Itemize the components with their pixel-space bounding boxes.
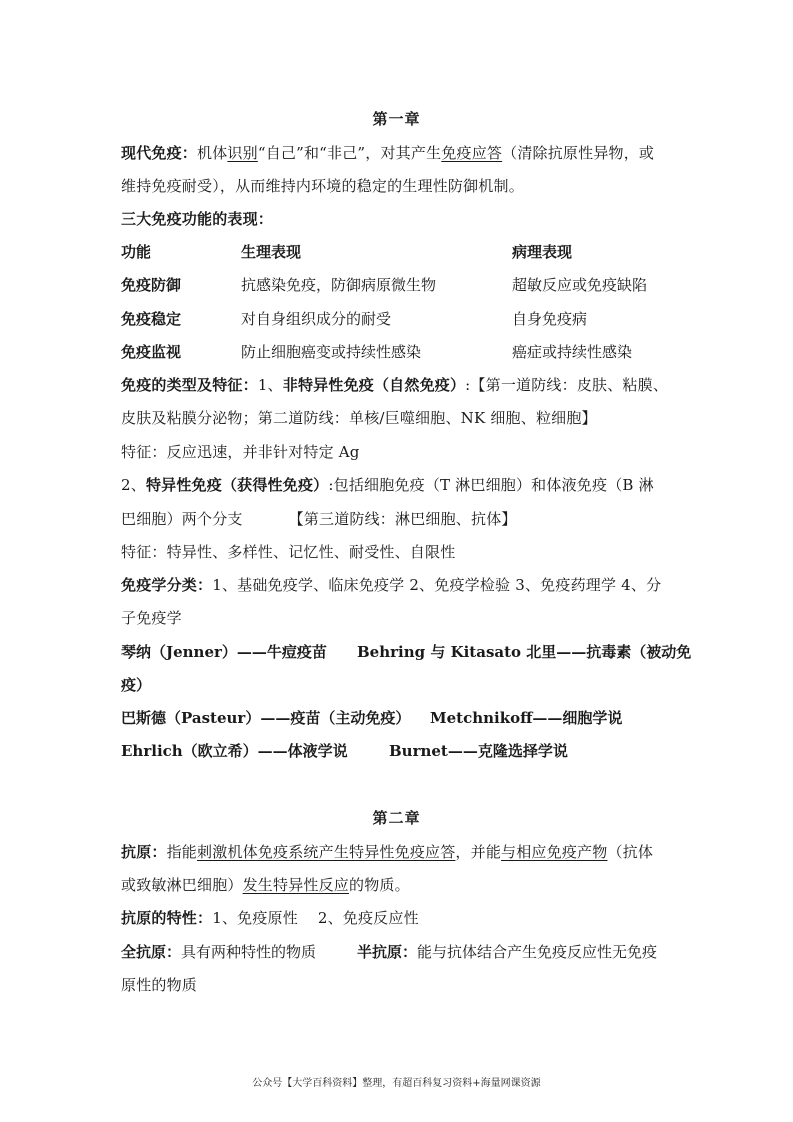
text-fragment: （清除抗原性异物，或: [502, 144, 655, 162]
table-row-name: 免疫防御: [121, 276, 182, 294]
antigen-properties: [121, 907, 681, 928]
text-fragment: 巴细胞）两个分支: [121, 510, 243, 528]
classification-line-2: 子免疫学: [121, 609, 182, 627]
text-fragment: :【第一道防线：皮肤、粘膜、: [465, 376, 669, 394]
half-antigen-label: 半抗原：: [357, 943, 418, 961]
text-fragment: 的物质。: [349, 876, 410, 894]
chapter-1-title: 第一章: [372, 110, 421, 128]
underlined-term: 识别: [227, 144, 258, 162]
table-row-name: 免疫监视: [121, 343, 182, 361]
text-fragment: :包括细胞免疫（T 淋巴细胞）和体液免疫（B 淋: [328, 476, 654, 494]
text-fragment: 2、: [121, 476, 146, 494]
history-behring: Behring 与 Kitasato 北里——抗毒素（被动免: [357, 643, 692, 661]
specific-term: 特异性免疫（获得性免疫）: [145, 476, 329, 494]
page-footer: 公众号【大学百科资料】整理，有超百科复习资料+海量网课资源: [252, 1078, 541, 1089]
text-fragment: 指能: [166, 843, 198, 861]
text-fragment: 1、基础免疫学、临床免疫学 2、免疫学检验 3、免疫药理学 4、分: [212, 576, 662, 594]
table-header-patho: 病理表现: [512, 243, 573, 261]
text-fragment: 【第三道防线：淋巴细胞、抗体】: [288, 510, 517, 528]
antigen-definition-line-2: [121, 874, 681, 895]
half-antigen-line-2: 原性的物质: [121, 976, 198, 994]
text-fragment: （抗体: [607, 843, 654, 861]
immunity-types-line-2: 皮肤及粘膜分泌物；第二道防线：单核/巨噬细胞、NK 细胞、粒细胞】: [121, 409, 597, 427]
table-row-physio: 抗感染免疫，防御病原微生物: [241, 276, 437, 294]
history-metchnikoff: Metchnikoff——细胞学说: [430, 709, 623, 727]
chapter-2-title: 第二章: [372, 809, 421, 827]
history-behring-cont: 疫）: [121, 676, 152, 694]
table-header-physio: 生理表现: [241, 243, 302, 261]
table-row-name: 免疫稳定: [121, 310, 182, 328]
functions-heading: 三大免疫功能的表现：: [121, 210, 274, 228]
modern-immunity-definition: [121, 142, 681, 163]
text-fragment: 1、免疫原性 2、免疫反应性: [212, 909, 419, 927]
underlined-term: 与相应免疫产物: [501, 843, 608, 861]
history-pasteur: 巴斯德（Pasteur）——疫苗（主动免疫）: [121, 709, 411, 727]
text-fragment: 具有两种特性的物质: [181, 943, 317, 961]
underlined-term: 刺激机体免疫系统产生特异性免疫应答: [197, 843, 456, 861]
complete-antigen-label: 全抗原：: [121, 943, 182, 961]
table-row-patho: 自身免疫病: [512, 310, 588, 328]
underlined-term: 发生特异性反应: [242, 876, 350, 894]
antigen-definition: [121, 841, 681, 862]
history-jenner: 琴纳（Jenner）——牛痘疫苗: [121, 643, 327, 661]
table-row-patho: 超敏反应或免疫缺陷: [512, 276, 648, 294]
table-row-patho: 癌症或持续性感染: [512, 343, 633, 361]
classification-label: 免疫学分类：: [121, 576, 213, 594]
specific-immunity-line-2: [121, 508, 681, 529]
properties-label: 抗原的特性：: [121, 909, 213, 927]
modern-immunity-label: 现代免疫：: [121, 144, 198, 162]
text-fragment: 机体: [197, 144, 228, 162]
nonspecific-feature: 特征：反应迅速，并非针对特定 Ag: [121, 443, 360, 461]
text-fragment: “自己”和“非己”，对其产生: [257, 144, 442, 162]
history-ehrlich: Ehrlich（欧立希）——体液学说: [121, 742, 348, 760]
text-fragment: ，并能: [455, 843, 502, 861]
modern-immunity-line-2: 维持免疫耐受），从而维持内环境的稳定的生理性防御机制。: [121, 177, 524, 195]
classification-line-1: [121, 574, 681, 595]
text-fragment: 1、: [257, 376, 283, 394]
types-label: 免疫的类型及特征：: [121, 376, 258, 394]
table-row-physio: 对自身组织成分的耐受: [241, 310, 392, 328]
nonspecific-term: 非特异性免疫（自然免疫）: [282, 376, 466, 394]
antigen-label: 抗原：: [121, 843, 167, 861]
text-fragment: 或致敏淋巴细胞）: [121, 876, 243, 894]
table-row-physio: 防止细胞癌变或持续性感染: [241, 343, 422, 361]
specific-immunity-line: [121, 474, 681, 495]
immunity-types-line-1: [121, 374, 681, 395]
text-fragment: 能与抗体结合产生免疫反应性无免疫: [417, 943, 658, 961]
half-antigen: [357, 941, 657, 962]
underlined-term: 免疫应答: [441, 144, 503, 162]
complete-antigen: [121, 941, 316, 962]
history-burnet: Burnet——克隆选择学说: [389, 742, 568, 760]
specific-feature: 特征：特异性、多样性、记忆性、耐受性、自限性: [121, 543, 456, 561]
table-header-function: 功能: [121, 243, 152, 261]
